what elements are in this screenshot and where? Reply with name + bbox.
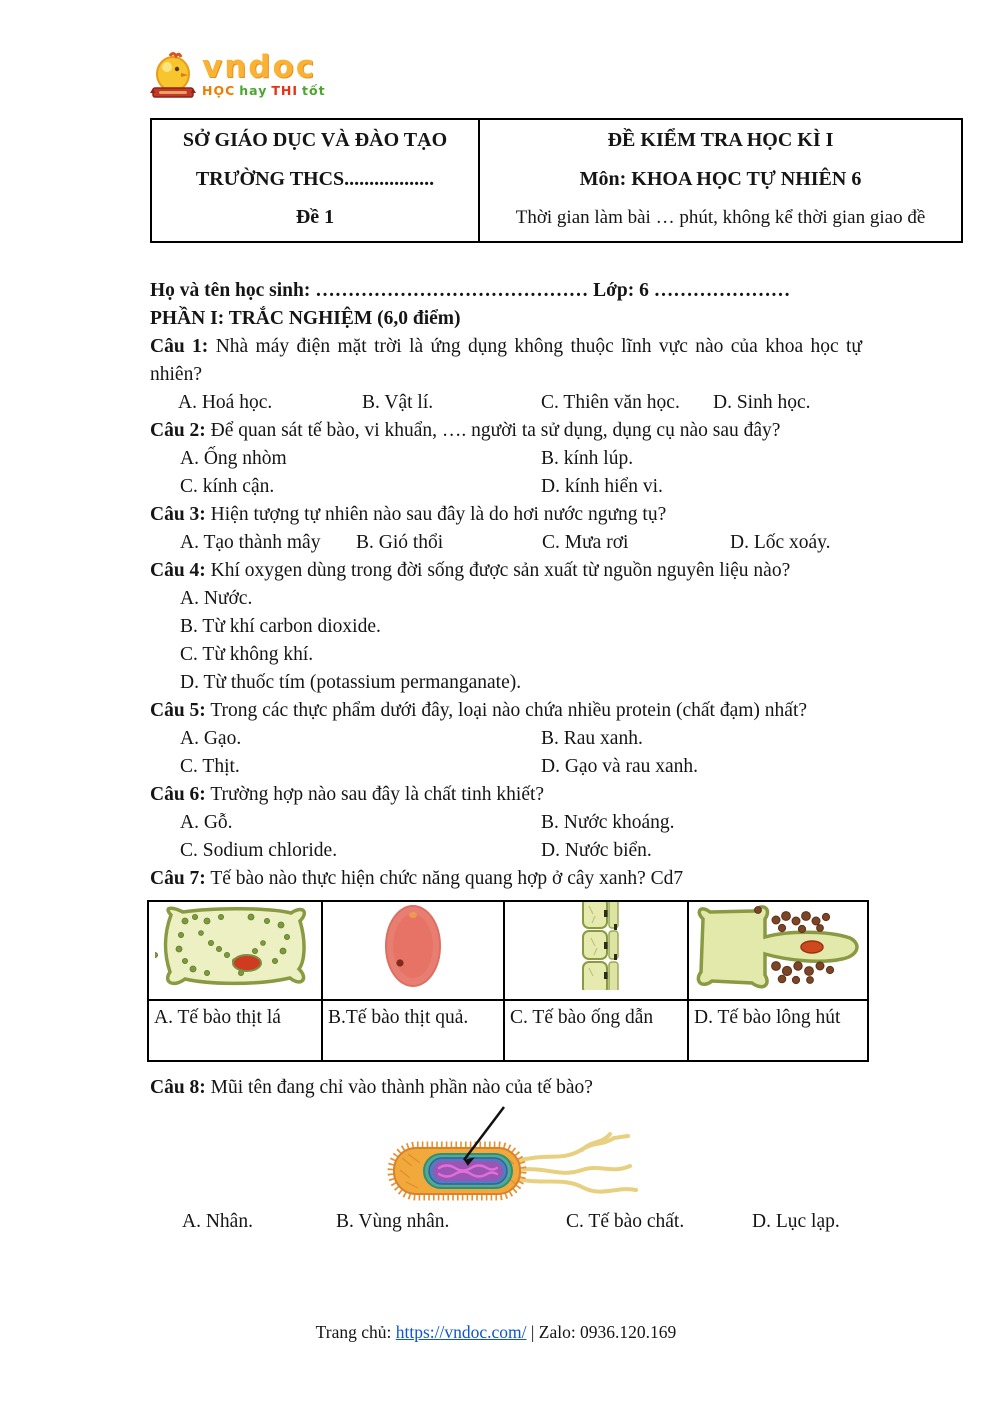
question-4-text: Câu 4: Khí oxygen dùng trong đời sống được sản xuất từ nguồn nguyên liệu nào? (150, 560, 791, 581)
leaf-cell-image-cell (148, 901, 322, 1000)
fruit-cell-image (328, 903, 498, 989)
option-a: A. Gỗ. (180, 812, 233, 833)
option-b: B. kính lúp. (541, 448, 634, 469)
option-b: B. Từ khí carbon dioxide. (180, 616, 381, 637)
question-3-text: Câu 3: Hiện tượng tự nhiên nào sau đây là do hơi nước ngưng tụ? (150, 504, 667, 525)
question-4-option-a (150, 585, 862, 613)
question-5-number: Câu 5: (150, 700, 206, 721)
footer-prefix: Trang chủ: (315, 1322, 392, 1342)
cell-label-b: B.Tế bào thịt quả. (322, 1000, 504, 1061)
tagline-hoc: HỌC (202, 83, 236, 98)
option-d: D. Lốc xoáy. (730, 532, 831, 553)
question-4-option-d (150, 669, 862, 697)
question-7-text: Câu 7: Tế bào nào thực hiện chức năng quang hợp ở cây xanh? Cd7 (150, 868, 684, 889)
section-title: PHẦN I: TRẮC NGHIỆM (6,0 điểm) (150, 308, 461, 329)
vndoc-logo (150, 49, 330, 105)
root-hair-cell-image-cell (688, 901, 868, 1000)
duct-cell-image-cell (504, 901, 688, 1000)
question-2-options-row1 (150, 445, 862, 473)
fruit-cell-image-cell (322, 901, 504, 1000)
option-c: C. Từ không khí. (180, 644, 314, 665)
page-footer (0, 1322, 992, 1343)
option-a: A. Tạo thành mây (180, 532, 321, 553)
school-line: TRƯỜNG THCS.................. (195, 167, 435, 190)
question-4-number: Câu 4: (150, 560, 206, 581)
question-8-text: Câu 8: Mũi tên đang chỉ vào thành phần nào của tế bào? (150, 1077, 593, 1098)
question-2-text: Câu 2: Để quan sát tế bào, vi khuẩn, …. người ta sử dụng, dụng cụ nào sau đây? (150, 420, 781, 441)
option-c: C. Thịt. (180, 756, 240, 777)
question-7-image-table (147, 900, 869, 1062)
question-3-number: Câu 3: (150, 504, 206, 525)
question-1-number: Câu 1: (150, 336, 209, 357)
question-2-options-row2 (150, 473, 862, 501)
cell-label-c: C. Tế bào ống dẫn (504, 1000, 688, 1061)
homepage-link[interactable]: https://vndoc.com/ (395, 1322, 527, 1342)
question-5-options-row1 (150, 725, 862, 753)
footer-zalo: | Zalo: 0936.120.169 (530, 1322, 677, 1342)
mascot-icon (150, 52, 196, 105)
question-8-options (150, 1208, 862, 1236)
cell-label-d: D. Tế bào lông hút (688, 1000, 868, 1061)
option-b: B. Rau xanh. (541, 728, 643, 749)
option-a: A. Ống nhòm (180, 448, 287, 469)
option-d: D. kính hiển vi. (541, 476, 663, 497)
duct-cell-image (511, 902, 681, 990)
header-right-column (480, 120, 961, 241)
student-name-line (150, 277, 862, 305)
option-c: C. Sodium chloride. (180, 840, 338, 861)
question-5-text: Câu 5: Trong các thực phẩm dưới đây, loại nào chứa nhiều protein (chất đạm) nhất? (150, 700, 808, 721)
exam-code: Đề 1 (295, 206, 335, 228)
tagline-tot: tốt (302, 83, 326, 98)
option-c: C. Tế bào chất. (566, 1211, 685, 1232)
option-c: C. Mưa rơi (542, 532, 629, 553)
option-a: A. Nhân. (182, 1211, 253, 1232)
class-dots: ………………… (653, 280, 791, 301)
option-c: C. kính cận. (180, 476, 275, 497)
question-6-options-row2 (150, 837, 862, 865)
student-name-label: Họ và tên học sinh: (150, 280, 311, 301)
question-6-text: Câu 6: Trường hợp nào sau đây là chất tinh khiết? (150, 784, 545, 805)
department-line: SỞ GIÁO DỤC VÀ ĐÀO TẠO (182, 129, 448, 151)
question-2-number: Câu 2: (150, 420, 206, 441)
exam-subject: Môn: KHOA HỌC TỰ NHIÊN 6 (579, 168, 862, 190)
leaf-cell-image (155, 903, 315, 989)
option-d: D. Lục lạp. (752, 1211, 840, 1232)
option-d: D. Sinh học. (713, 392, 811, 413)
option-b: B. Vùng nhân. (336, 1211, 450, 1232)
root-hair-cell-image (692, 902, 864, 990)
exam-header-table (150, 118, 963, 243)
class-label: Lớp: 6 (593, 280, 649, 301)
tagline-thi: THI (271, 83, 299, 98)
question-1-text: Câu 1: Nhà máy điện mặt trời là ứng dụng không thuộc lĩnh vực nào của khoa học tự nhiên? (150, 336, 863, 385)
question-1-options (150, 389, 862, 417)
bacterium-with-arrow-image (386, 1104, 651, 1208)
exam-title: ĐỀ KIỂM TRA HỌC KÌ I (607, 129, 834, 151)
option-d: D. Gạo và rau xanh. (541, 756, 699, 777)
question-5-options-row2 (150, 753, 862, 781)
option-b: B. Vật lí. (362, 392, 434, 413)
exam-duration: Thời gian làm bài … phút, không kể thời gian giao đề (515, 207, 926, 228)
question-4-option-b (150, 613, 862, 641)
student-name-dots: …………………………………… (315, 280, 589, 301)
option-b: B. Gió thổi (356, 532, 444, 553)
option-a: A. Gạo. (180, 728, 242, 749)
exam-body (150, 277, 862, 1236)
question-6-number: Câu 6: (150, 784, 206, 805)
cell-label-a: A. Tế bào thịt lá (148, 1000, 322, 1061)
question-3-options (150, 529, 862, 557)
header-left-column (152, 120, 480, 241)
brand-wordmark: vndoc (202, 49, 317, 85)
bacterium-figure (150, 1104, 862, 1208)
question-7-number: Câu 7: (150, 868, 206, 889)
question-6-options-row1 (150, 809, 862, 837)
option-b: B. Nước khoáng. (541, 812, 675, 833)
question-4-option-c (150, 641, 862, 669)
option-a: A. Nước. (180, 588, 253, 609)
question-8-number: Câu 8: (150, 1077, 206, 1098)
option-d: D. Nước biển. (541, 840, 652, 861)
brand-tagline (202, 83, 330, 98)
tagline-hay: hay (239, 83, 268, 98)
option-d: D. Từ thuốc tím (potassium permanganate). (180, 672, 522, 693)
option-a: A. Hoá học. (178, 392, 273, 413)
option-c: C. Thiên văn học. (541, 392, 680, 413)
